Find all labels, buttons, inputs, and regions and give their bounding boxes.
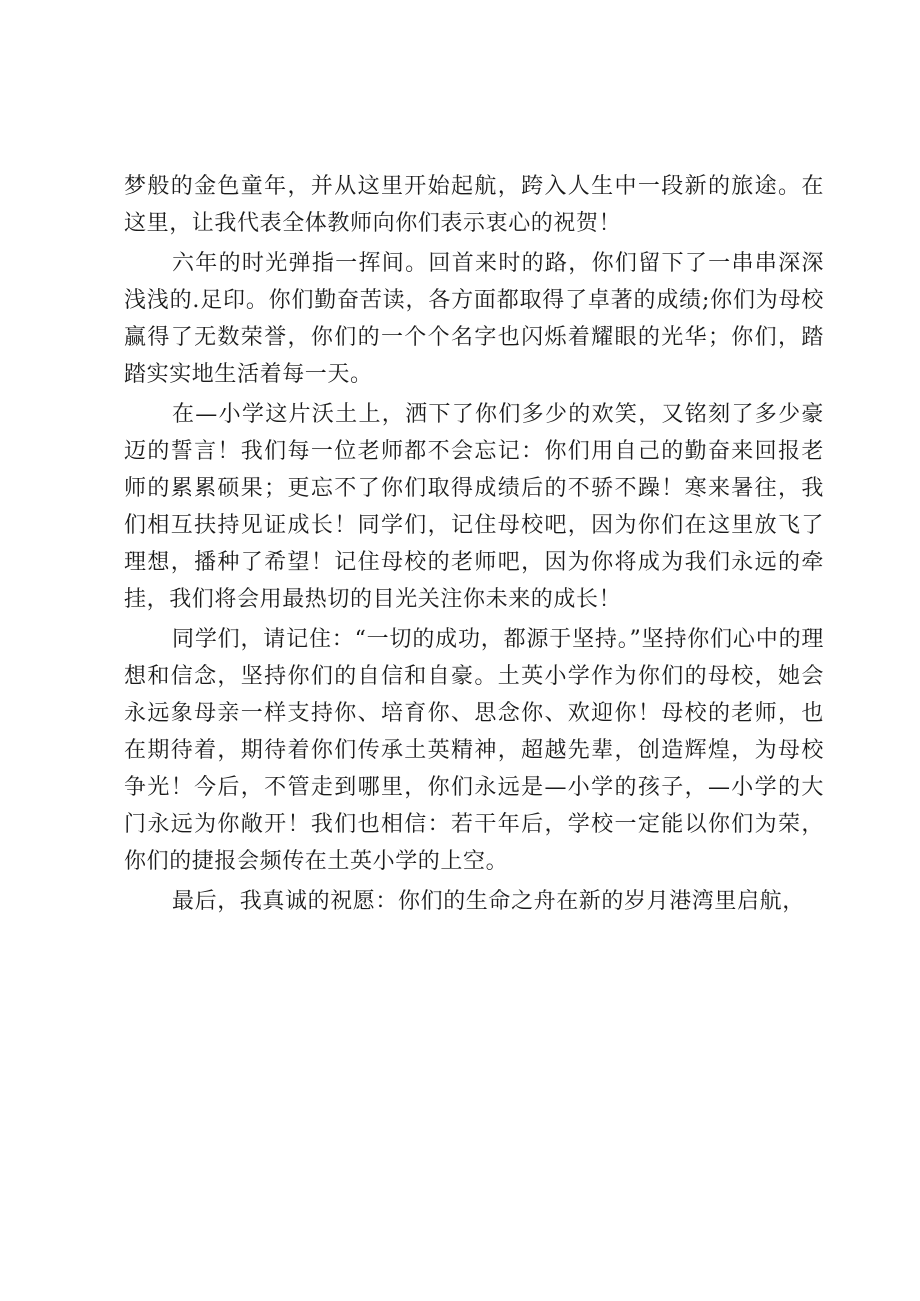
paragraph-perseverance: 同学们，请记住：“一切的成功，都源于坚持。”坚持你们心中的理想和信念，坚持你们的自信和自豪。土英小学作为你们的母校，她会永远象母亲一样支持你、培育你、思念你、欢迎你！母校的老师，也在期待着，期待着你们传承土英精神，超越先辈，创造辉煌，为母校争光！今后，不管走到哪里，你们永远是—小学的孩子，—小学的大门永远为你敞开！我们也相信：若干年后，学校一定能以你们为荣，你们的捷报会频传在土英小学的上空。 xyxy=(124,627,824,874)
paragraph-six-years: 六年的时光弹指一挥间。回首来时的路，你们留下了一串串深深浅浅的.足印。你们勤奋苦读，各方面都取得了卓著的成绩;你们为母校赢得了无数荣誉，你们的一个个名字也闪烁着耀眼的光华；你们，踏踏实实地生活着每一天。 xyxy=(124,251,824,387)
paragraph-school-memories: 在—小学这片沃土上，洒下了你们多少的欢笑，又铭刻了多少豪迈的誓言！我们每一位老师都不会忘记：你们用自己的勤奋来回报老师的累累硕果；更忘不了你们取得成绩后的不骄不躁！寒来暑往，我们相互扶持见证成长！同学们，记住母校吧，因为你们在这里放飞了理想，播种了希望！记住母校的老师吧，因为你将成为我们永远的牵挂，我们将会用最热切的目光关注你未来的成长！ xyxy=(124,402,824,612)
body-text xyxy=(124,168,824,920)
paragraph-final-wishes: 最后，我真诚的祝愿：你们的生命之舟在新的岁月港湾里启航， xyxy=(172,889,805,914)
paragraph-continuation: 梦般的金色童年，并从这里开始起航，跨入人生中一段新的旅途。在这里，让我代表全体教师向你们表示衷心的祝贺！ xyxy=(124,174,824,236)
